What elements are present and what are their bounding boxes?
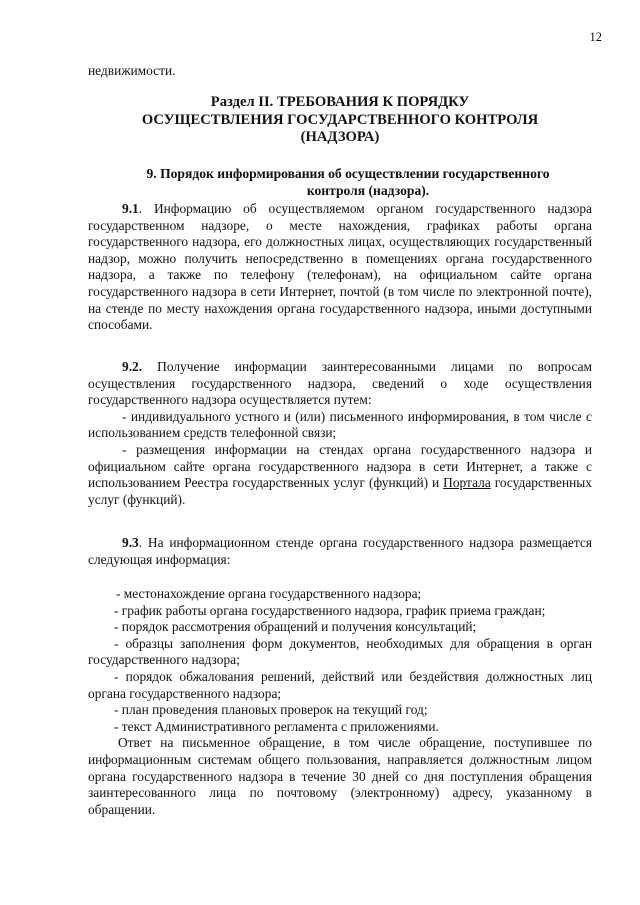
portal-link[interactable]: Портала (443, 475, 491, 491)
section-heading-line1: Раздел II. ТРЕБОВАНИЯ К ПОРЯДКУ (210, 94, 470, 110)
paragraph-9-3-text: . На информационном стенде органа государственного надзора размещается следующая информация: (88, 535, 592, 567)
paragraph-9-3-number: 9.3 (122, 535, 139, 550)
subheading-line1: 9. Порядок информирования об осуществлении государственного (146, 166, 550, 181)
paragraph-9-2-number: 9.2. (122, 359, 143, 374)
paragraph-9-1-number: 9.1 (122, 201, 139, 216)
subheading-line2: контроля (надзора). (306, 182, 430, 198)
page-number: 12 (589, 30, 602, 44)
list-item: - план проведения плановых проверок на текущий год; (114, 702, 428, 718)
lead-fragment: недвижимости. (88, 63, 176, 78)
list-item: - график работы органа государственного надзора, график приема граждан; (114, 602, 546, 618)
paragraph-9-1 (88, 201, 592, 334)
list-item: - порядок обжалования решений, действий или бездействия должностных лиц органа государственного надзора; (88, 668, 592, 701)
section-heading-line3: (НАДЗОРА) (300, 129, 380, 146)
list-item: - текст Административного регламента с приложениями. (114, 718, 439, 734)
list-item: - порядок рассмотрения обращений и получения консультаций; (114, 619, 477, 635)
list-item: - образцы заполнения форм документов, необходимых для обращения в орган государственного надзора; (88, 635, 592, 668)
paragraph-9-2-text: Получение информации заинтересованными лицами по вопросам осуществления государственного надзора, сведений о ходе осуществления государственного надзора осуществляется путем: (88, 359, 592, 408)
info-list (88, 586, 592, 818)
closing-paragraph: Ответ на письменное обращение, в том числе обращение, поступившее по информационным системам общего пользования, направляется должностным лицом органа государственного надзора в течение 30 дней со дня поступления обращения заинтересованного лица по почтовому (электронному) адресу, указанному в обращении. (88, 735, 592, 817)
list-item: - местонахождение органа государственного надзора; (116, 586, 422, 601)
paragraph-9-2 (88, 359, 592, 508)
paragraph-9-2-bullet-1: - индивидуального устного и (или) письменного информирования, в том числе с использованием средств телефонной связи; (88, 408, 592, 441)
paragraph-9-1-text: . Информацию об осуществляемом органом государственного надзора государственном надзоре, о месте нахождения, графиках работы органа государственного надзора, его должностных лицах, осуществляющих государственный надзор, можно получить непосредственно в помещениях органа государственного надзора, а также по телефону (телефонам), на официальном сайте органа государственного надзора в сети Интернет, почтой (в том числе по электронной почте), на стенде по месту нахождения органа государственного надзора, иными доступными способами. (88, 201, 592, 333)
paragraph-9-2-bullet-2: - размещения информации на стендах органа государственного надзора и официальном сайте органа государственного надзора в сети Интернет, а также с использованием Реестра государственных услуг (функций) и Портала государственных услуг (функций). (88, 441, 592, 507)
paragraph-9-3 (88, 535, 592, 568)
section-heading-line2: ОСУЩЕСТВЛЕНИЯ ГОСУДАРСТВЕННОГО КОНТРОЛЯ (141, 111, 539, 128)
subheading (104, 166, 592, 200)
section-heading (88, 94, 592, 147)
